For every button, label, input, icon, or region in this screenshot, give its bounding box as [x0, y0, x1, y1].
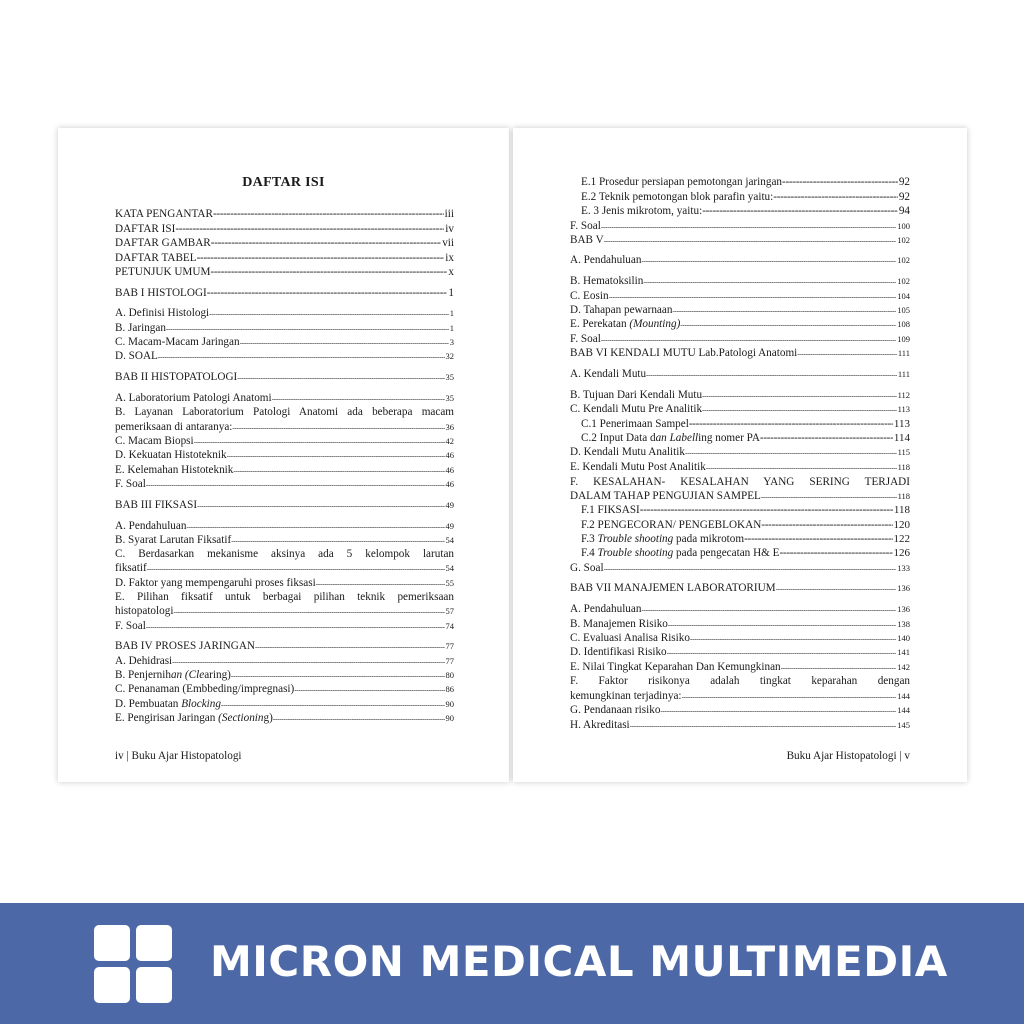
toc-entry-page-number: 118 [897, 491, 910, 501]
toc-entry-page-number: 86 [445, 684, 454, 694]
right-toc-entry [570, 275, 910, 289]
toc-entry-page-number: 118 [893, 504, 910, 516]
toc-entry-title: A. Laboratorium Patologi Anatomi [115, 392, 272, 404]
left-toc-entry [115, 655, 454, 669]
toc-entry-title: kemungkinan terjadinya: [570, 690, 682, 702]
toc-entry-title: A. Kendali Mutu [570, 368, 647, 380]
toc-entry-title: C.1 Penerimaan Sampel [581, 418, 689, 430]
left-toc-entry [115, 252, 454, 265]
toc-entry-page-number: 120 [893, 519, 910, 531]
right-toc-entry [570, 490, 910, 504]
toc-entry-title: BAB V [570, 234, 604, 246]
dot-leader [316, 578, 445, 591]
toc-entry-title: BAB III FIKSASI [115, 499, 198, 511]
toc-entry-page-number: 92 [898, 176, 910, 188]
toc-entry-page-number: 42 [445, 436, 454, 446]
dot-leader [209, 308, 449, 321]
left-toc-entry [115, 371, 454, 385]
toc-entry-page-number: 126 [893, 547, 910, 559]
left-toc-entry [115, 478, 454, 492]
left-toc-entry [115, 620, 454, 634]
toc-entry-title: F. Soal [570, 333, 601, 345]
dot-leader [643, 276, 896, 289]
right-toc-entry [581, 432, 910, 445]
toc-entry-title: A. Pendahuluan [570, 603, 642, 615]
toc-entry-title: BAB II HISTOPATOLOGI [115, 371, 238, 383]
dot-leader [641, 604, 896, 617]
toc-entry-title: C. Evaluasi Analisa Risiko [570, 632, 690, 644]
dot-leader [227, 450, 445, 463]
dot-leader [194, 436, 445, 449]
toc-entry-title: F.1 FIKSASI [581, 504, 640, 516]
dot-leader [702, 404, 896, 417]
page-title: DAFTAR ISI [242, 175, 325, 190]
dot-leader [744, 533, 892, 546]
dot-leader [660, 705, 896, 718]
toc-entry-page-number: 133 [897, 563, 910, 573]
toc-entry-page-number: iv [445, 223, 454, 235]
right-toc-entry [570, 582, 910, 596]
left-toc-entry [115, 698, 454, 712]
dot-leader [680, 319, 896, 332]
toc-entry-page-number: 35 [445, 372, 454, 382]
toc-entry-title: B. Layanan Laboratorium Patologi Anatomi ada beberapa macam [115, 406, 454, 418]
dot-leader [604, 235, 897, 248]
dot-leader [207, 287, 448, 300]
toc-entry-page-number: 49 [445, 521, 454, 531]
brand-name: MICRON MEDICAL MULTIMEDIA [210, 937, 948, 986]
toc-entry-page-number: 92 [898, 191, 910, 203]
toc-entry-title: BAB IV PROSES JARINGAN [115, 640, 255, 652]
dot-leader [641, 255, 896, 268]
toc-entry-page-number: 145 [897, 720, 910, 730]
right-toc-entry [570, 389, 910, 403]
toc-entry-title: A. Dehidrasi [115, 655, 173, 667]
toc-entry-page-number: 113 [893, 418, 910, 430]
toc-entry-page-number: 138 [897, 619, 910, 629]
toc-entry-title: F. KESALAHAN- KESALAHAN YANG SERING TERJADI [570, 476, 910, 488]
dot-leader [702, 205, 898, 218]
right-toc-entry [570, 646, 910, 660]
dot-leader [237, 372, 444, 385]
toc-entry-page-number: 94 [898, 205, 910, 217]
right-toc-entry [581, 191, 910, 204]
right-toc-entry [581, 205, 910, 218]
dot-leader [630, 720, 897, 733]
toc-entry-page-number: 1 [448, 287, 454, 299]
dot-leader [668, 619, 896, 632]
dot-leader [197, 500, 444, 513]
left-toc-entry [115, 534, 454, 548]
toc-entry-page-number: 136 [897, 604, 910, 614]
dot-leader [667, 647, 897, 660]
toc-entry-page-number: 90 [445, 699, 454, 709]
toc-entry-title: A. Pendahuluan [570, 254, 642, 266]
right-toc-entry [570, 254, 910, 268]
toc-entry-page-number: 90 [445, 713, 454, 723]
toc-entry-title: C. Berdasarkan mekanisme aksinya ada 5 kelompok larutan [115, 548, 454, 560]
left-toc-entry [115, 336, 454, 350]
left-toc-entry [115, 322, 454, 336]
toc-entry-title: A. Definisi Histologi [115, 307, 210, 319]
left-toc-entry [115, 435, 454, 449]
toc-entry-page-number: iii [444, 208, 454, 220]
toc-entry-page-number: 109 [897, 334, 910, 344]
dot-leader [761, 491, 897, 504]
dot-leader [672, 305, 896, 318]
toc-entry-page-number: 102 [897, 255, 910, 265]
left-toc-entry [115, 266, 454, 279]
dot-leader [186, 521, 444, 534]
left-toc-entry [115, 591, 454, 604]
left-book-page [58, 128, 509, 782]
toc-entry-title: D. Tahapan pewarnaan [570, 304, 673, 316]
toc-entry-page-number: 32 [445, 351, 454, 361]
left-toc-entry [115, 307, 454, 321]
toc-entry-title: BAB VI KENDALI MUTU Lab.Patologi Anatomi [570, 347, 798, 359]
dot-leader [232, 422, 444, 435]
toc-entry-title: E. Perekatan (Mounting) [570, 318, 681, 330]
page-footer-left: iv | Buku Ajar Histopatologi [115, 750, 242, 762]
toc-entry-page-number: 54 [445, 535, 454, 545]
toc-entry-title: F.2 PENGECORAN/ PENGEBLOKAN [581, 519, 762, 531]
toc-entry-title: D. Pembuatan Blocking [115, 698, 221, 710]
toc-entry-title: E. Kelemahan Histoteknik [115, 464, 234, 476]
toc-entry-title: F. Soal [570, 220, 601, 232]
right-toc-entry [581, 504, 910, 517]
toc-entry-title: E. Kendali Mutu Post Analitik [570, 461, 706, 473]
right-toc-entry [570, 661, 910, 675]
toc-entry-page-number: 111 [897, 348, 910, 358]
toc-entry-title: C. Kendali Mutu Pre Analitik [570, 403, 703, 415]
dot-leader [601, 221, 896, 234]
right-toc-entry [570, 690, 910, 704]
dot-leader [221, 699, 445, 712]
dot-leader [255, 641, 445, 654]
toc-entry-page-number: 114 [893, 432, 910, 444]
dot-leader [640, 504, 893, 517]
toc-entry-title: C. Penanaman (Embbeding/impregnasi) [115, 683, 295, 695]
dot-leader [776, 583, 897, 596]
toc-entry-title: B. Manajemen Risiko [570, 618, 668, 630]
left-toc-entry [115, 350, 454, 364]
toc-entry-title: C.2 Input Data dan Labelling nomer PA [581, 432, 760, 444]
left-toc-entry [115, 421, 454, 435]
right-book-page [513, 128, 967, 782]
right-toc-entry [581, 547, 910, 560]
dot-leader [166, 323, 449, 336]
toc-entry-title: B. Penjernihan (Clearing) [115, 669, 231, 681]
dot-leader [646, 369, 897, 382]
dot-leader [231, 535, 444, 548]
dot-leader [601, 334, 896, 347]
toc-entry-title: D. Kekuatan Histoteknik [115, 449, 227, 461]
right-toc-entry [581, 533, 910, 546]
toc-entry-page-number: 115 [897, 447, 910, 457]
toc-entry-page-number: 1 [449, 323, 454, 333]
toc-entry-page-number: 46 [445, 465, 454, 475]
left-toc-entry [115, 208, 454, 221]
left-toc-entry [115, 392, 454, 406]
toc-entry-page-number: 46 [445, 479, 454, 489]
toc-entry-page-number: 142 [897, 662, 910, 672]
dot-leader [773, 191, 898, 204]
toc-entry-title: E.2 Teknik pemotongan blok parafin yaitu: [581, 191, 774, 203]
dot-leader [240, 337, 449, 350]
right-toc-entry [570, 562, 910, 576]
toc-entry-title: F.3 Trouble shooting pada mikrotom [581, 533, 745, 545]
toc-entry-page-number: 104 [897, 291, 910, 301]
right-toc-entry [570, 704, 910, 718]
toc-entry-title: D. Kendali Mutu Analitik [570, 446, 685, 458]
dot-leader [197, 252, 445, 265]
left-toc-entry [115, 669, 454, 683]
toc-entry-title: H. Akreditasi [570, 719, 630, 731]
toc-entry-page-number: 1 [449, 308, 454, 318]
dot-leader [604, 563, 897, 576]
toc-entry-page-number: 122 [893, 533, 910, 545]
toc-entry-page-number: 102 [897, 276, 910, 286]
right-toc-entry [570, 403, 910, 417]
toc-entry-title: F. Soal [115, 478, 146, 490]
left-toc-entry [115, 406, 454, 419]
toc-entry-page-number: 35 [445, 393, 454, 403]
right-toc-entry [570, 632, 910, 646]
toc-entry-title: F. Soal [115, 620, 146, 632]
toc-entry-page-number: 141 [897, 647, 910, 657]
page-footer-right: Buku Ajar Histopatologi | v [786, 750, 910, 762]
right-toc-entry [570, 304, 910, 318]
right-toc-entry [570, 234, 910, 248]
dot-leader [685, 447, 897, 460]
toc-entry-page-number: 100 [897, 221, 910, 231]
left-toc-entry [115, 683, 454, 697]
toc-entry-page-number: 108 [897, 319, 910, 329]
right-toc-entry [570, 446, 910, 460]
toc-entry-title: E. Nilai Tingkat Keparahan Dan Kemungkinan [570, 661, 781, 673]
left-toc-entry [115, 605, 454, 619]
right-toc-entry [570, 719, 910, 733]
toc-entry-title: C. Eosin [570, 290, 609, 302]
right-toc-entry [570, 333, 910, 347]
dot-leader [702, 390, 896, 403]
dot-leader [233, 465, 444, 478]
dot-leader [294, 684, 444, 697]
left-toc-entry [115, 464, 454, 478]
toc-entry-page-number: 80 [445, 670, 454, 680]
left-toc-entry [115, 223, 454, 236]
toc-entry-title: BAB I HISTOLOGI [115, 287, 207, 299]
dot-leader [213, 208, 444, 221]
left-toc-entry [115, 449, 454, 463]
toc-entry-page-number: 102 [897, 235, 910, 245]
toc-entry-page-number: 3 [449, 337, 454, 347]
dot-leader [175, 223, 444, 236]
toc-entry-page-number: 140 [897, 633, 910, 643]
right-toc-entry [570, 675, 910, 688]
toc-entry-title: C. Macam-Macam Jaringan [115, 336, 240, 348]
toc-entry-page-number: 77 [445, 641, 454, 651]
dot-leader [760, 432, 893, 445]
right-toc-entry [570, 347, 910, 361]
toc-entry-page-number: 118 [897, 462, 910, 472]
toc-entry-title: D. SOAL [115, 350, 158, 362]
toc-entry-page-number: 54 [445, 563, 454, 573]
right-toc-entry [570, 290, 910, 304]
toc-entry-title: E. 3 Jenis mikrotom, yaitu: [581, 205, 703, 217]
dot-leader [211, 237, 441, 250]
dot-leader [779, 547, 892, 560]
dot-leader [781, 662, 897, 675]
toc-entry-title: DAFTAR TABEL [115, 252, 197, 264]
toc-entry-page-number: 46 [445, 450, 454, 460]
toc-entry-title: DAFTAR ISI [115, 223, 176, 235]
toc-entry-page-number: 113 [897, 404, 910, 414]
dot-leader [682, 691, 897, 704]
left-toc-entry [115, 237, 454, 250]
right-toc-entry [570, 220, 910, 234]
toc-entry-title: A. Pendahuluan [115, 520, 187, 532]
dot-leader [158, 351, 445, 364]
left-toc-entry [115, 562, 454, 576]
toc-entry-title: histopatologi [115, 605, 174, 617]
right-toc-entry [581, 176, 910, 189]
toc-entry-title: B. Jaringan [115, 322, 166, 334]
left-toc-entry [115, 577, 454, 591]
toc-entry-title: fiksatif [115, 562, 147, 574]
toc-entry-title: C. Macam Biopsi [115, 435, 194, 447]
toc-entry-title: F.4 Trouble shooting pada pengecatan H& E [581, 547, 780, 559]
right-toc-entry [570, 318, 910, 332]
toc-entry-page-number: 49 [445, 500, 454, 510]
dot-leader [231, 670, 445, 683]
toc-entry-page-number: 55 [445, 578, 454, 588]
toc-entry-title: E. Pengirisan Jaringan (Sectioning) [115, 712, 273, 724]
left-toc-entry [115, 287, 454, 300]
dot-leader [782, 176, 898, 189]
brand-logo-icon [94, 925, 172, 1003]
toc-entry-page-number: 74 [445, 621, 454, 631]
toc-entry-title: D. Identifikasi Risiko [570, 646, 667, 658]
toc-entry-title: B. Hematoksilin [570, 275, 644, 287]
dot-leader [273, 713, 445, 726]
toc-entry-page-number: 105 [897, 305, 910, 315]
dot-leader [689, 418, 893, 431]
right-toc-entry [570, 368, 910, 382]
left-toc-entry [115, 640, 454, 654]
dot-leader [210, 266, 447, 279]
right-toc-entry [570, 618, 910, 632]
right-toc-entry [570, 603, 910, 617]
toc-entry-title: B. Tujuan Dari Kendali Mutu [570, 389, 703, 401]
toc-entry-title: E.1 Prosedur persiapan pemotongan jaringan [581, 176, 783, 188]
toc-entry-title: BAB VII MANAJEMEN LABORATORIUM [570, 582, 776, 594]
dot-leader [172, 656, 444, 669]
toc-entry-page-number: ix [445, 252, 454, 264]
toc-entry-page-number: 144 [897, 691, 910, 701]
toc-entry-page-number: 112 [897, 390, 910, 400]
toc-entry-title: PETUNJUK UMUM [115, 266, 211, 278]
toc-entry-page-number: 136 [897, 583, 910, 593]
right-toc-entry [570, 476, 910, 489]
left-toc-entry [115, 520, 454, 534]
left-toc-entry [115, 499, 454, 513]
dot-leader [609, 291, 897, 304]
dot-leader [272, 393, 445, 406]
toc-entry-page-number: vii [442, 237, 454, 249]
toc-entry-title: KATA PENGANTAR [115, 208, 213, 220]
toc-entry-title: E. Pilihan fiksatif untuk berbagai pilihan teknik pemeriksaan [115, 591, 454, 603]
dot-leader [797, 348, 897, 361]
toc-entry-page-number: 77 [445, 656, 454, 666]
dot-leader [761, 519, 892, 532]
left-toc-entry [115, 712, 454, 726]
dot-leader [147, 563, 445, 576]
dot-leader [706, 462, 897, 475]
toc-entry-title: G. Soal [570, 562, 604, 574]
toc-entry-title: D. Faktor yang mempengaruhi proses fiksasi [115, 577, 316, 589]
toc-entry-title: B. Syarat Larutan Fiksatif [115, 534, 232, 546]
dot-leader [146, 479, 445, 492]
left-toc-entry [115, 548, 454, 561]
toc-entry-page-number: x [448, 266, 454, 278]
toc-entry-page-number: 36 [445, 422, 454, 432]
dot-leader [146, 621, 445, 634]
right-toc-entry [570, 461, 910, 475]
toc-entry-title: DAFTAR GAMBAR [115, 237, 211, 249]
toc-entry-title: F. Faktor risikonya adalah tingkat keparahan dengan [570, 675, 910, 687]
toc-entry-page-number: 57 [445, 606, 454, 616]
toc-entry-page-number: 111 [897, 369, 910, 379]
right-toc-entry [581, 418, 910, 431]
toc-entry-title: G. Pendanaan risiko [570, 704, 661, 716]
dot-leader [690, 633, 896, 646]
dot-leader [173, 606, 444, 619]
toc-entry-page-number: 144 [897, 705, 910, 715]
right-toc-entry [581, 519, 910, 532]
toc-entry-title: DALAM TAHAP PENGUJIAN SAMPEL [570, 490, 761, 502]
toc-entry-title: pemeriksaan di antaranya: [115, 421, 233, 433]
